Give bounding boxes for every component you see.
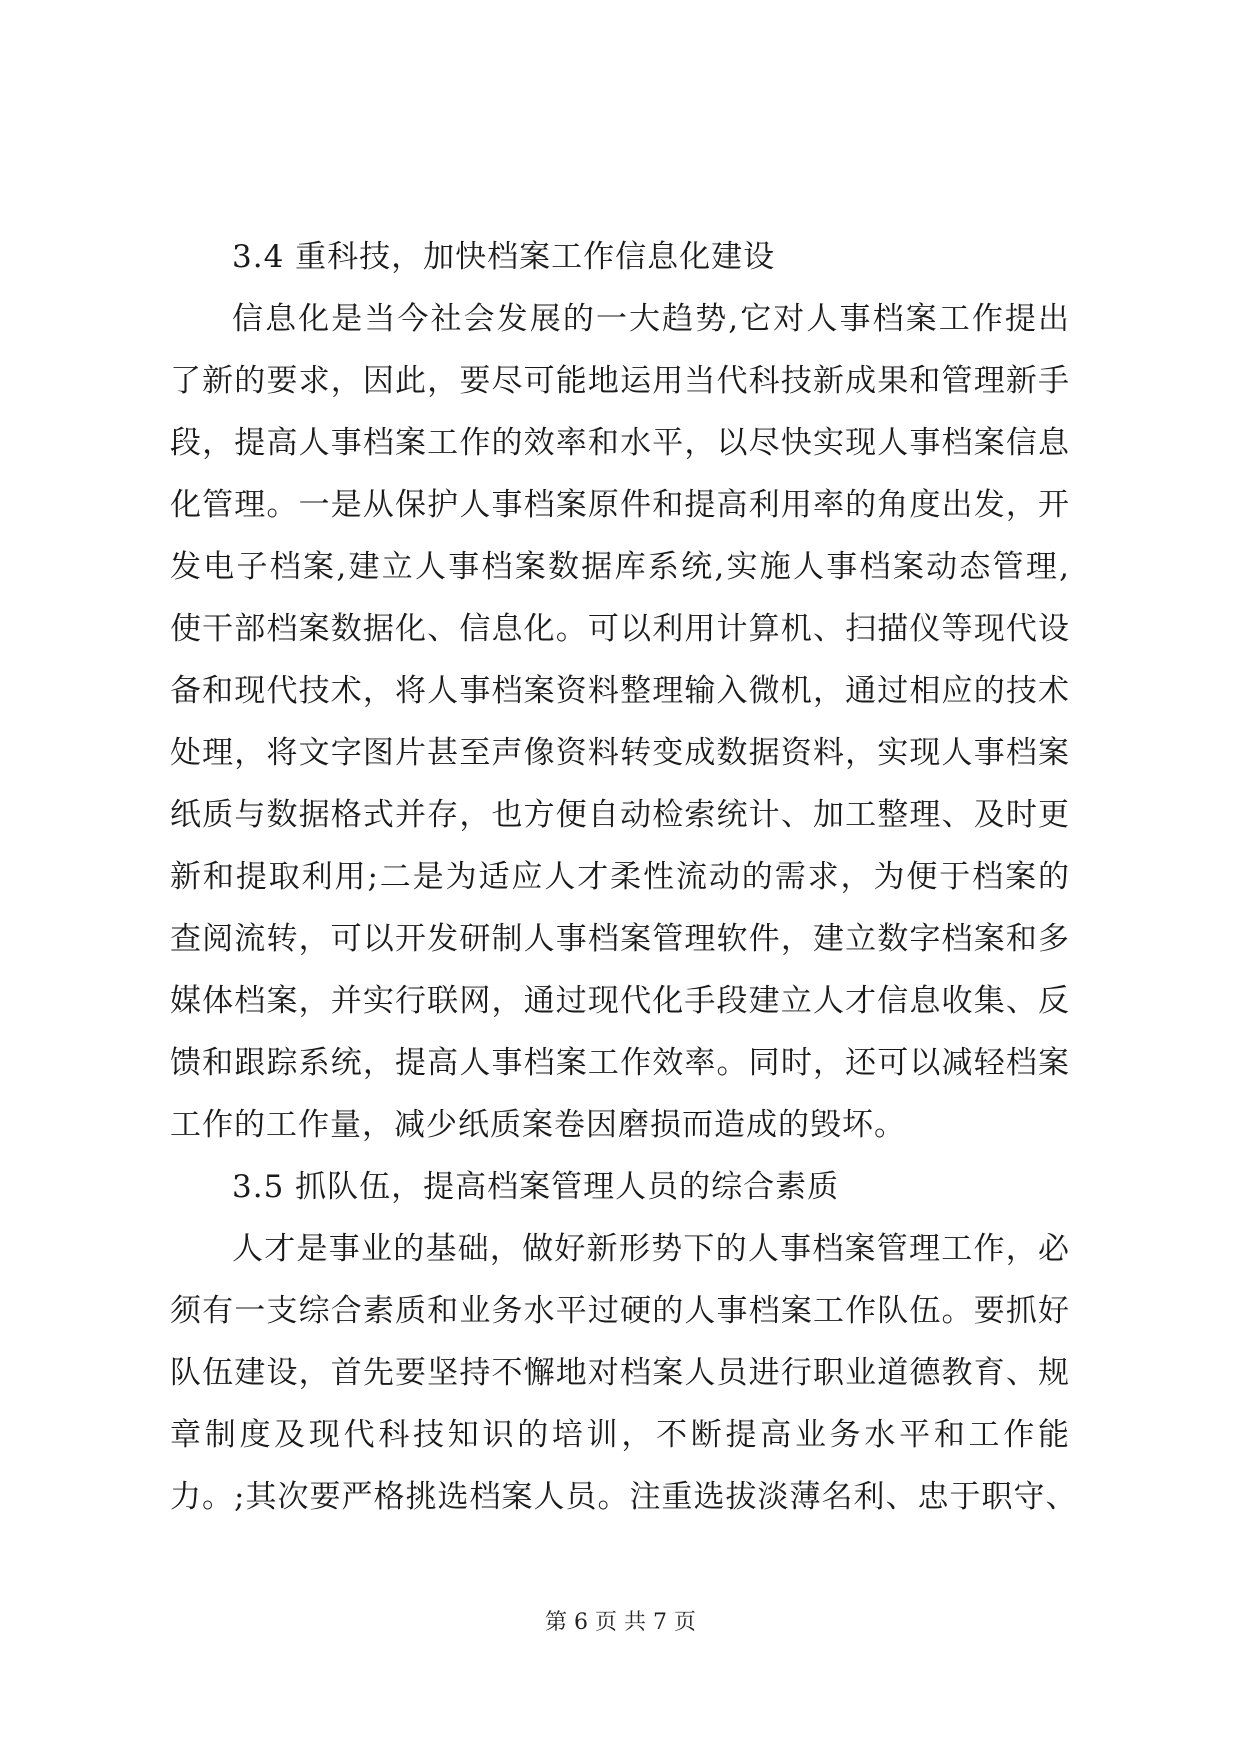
- paragraph-line: 须有一支综合素质和业务水平过硬的人事档案工作队伍。要抓好: [170, 1293, 1070, 1329]
- document-body: [170, 226, 1078, 1528]
- paragraph-line: 段，提高人事档案工作的效率和水平，以尽快实现人事档案信息: [170, 425, 1070, 461]
- paragraph-line: 章制度及现代科技知识的培训，不断提高业务水平和工作能: [170, 1417, 1070, 1453]
- paragraph-line: 队伍建设，首先要坚持不懈地对档案人员进行职业道德教育、规: [170, 1355, 1070, 1391]
- paragraph-line: 使干部档案数据化、信息化。可以利用计算机、扫描仪等现代设: [170, 611, 1070, 647]
- section-heading-3-5: 3.5 抓队伍，提高档案管理人员的综合素质: [232, 1169, 840, 1205]
- paragraph-line: 人才是事业的基础，做好新形势下的人事档案管理工作，必: [232, 1231, 1070, 1267]
- paragraph-line: 处理，将文字图片甚至声像资料转变成数据资料，实现人事档案: [170, 735, 1070, 771]
- paragraph-line: 纸质与数据格式并存，也方便自动检索统计、加工整理、及时更: [170, 797, 1070, 833]
- paragraph-line: 馈和跟踪系统，提高人事档案工作效率。同时，还可以减轻档案: [170, 1045, 1070, 1081]
- paragraph-line: 力。;其次要严格挑选档案人员。注重选拔淡薄名利、忠于职守、: [170, 1479, 1078, 1515]
- paragraph-line: 发电子档案,建立人事档案数据库系统,实施人事档案动态管理,: [170, 549, 1070, 585]
- section-heading-3-4: 3.4 重科技，加快档案工作信息化建设: [232, 239, 776, 275]
- paragraph-line: 信息化是当今社会发展的一大趋势,它对人事档案工作提出: [232, 301, 1070, 337]
- paragraph-line: 化管理。一是从保护人事档案原件和提高利用率的角度出发，开: [170, 487, 1070, 523]
- paragraph-line: 备和现代技术，将人事档案资料整理输入微机，通过相应的技术: [170, 673, 1070, 709]
- paragraph-line: 工作的工作量，减少纸质案卷因磨损而造成的毁坏。: [170, 1107, 906, 1143]
- paragraph-line: 了新的要求，因此，要尽可能地运用当代科技新成果和管理新手: [170, 363, 1070, 399]
- page-number-footer: 第 6 页 共 7 页: [545, 1610, 696, 1635]
- paragraph-line: 新和提取利用;二是为适应人才柔性流动的需求，为便于档案的: [170, 859, 1070, 895]
- paragraph-line: 查阅流转，可以开发研制人事档案管理软件，建立数字档案和多: [170, 921, 1070, 957]
- paragraph-line: 媒体档案，并实行联网，通过现代化手段建立人才信息收集、反: [170, 983, 1070, 1019]
